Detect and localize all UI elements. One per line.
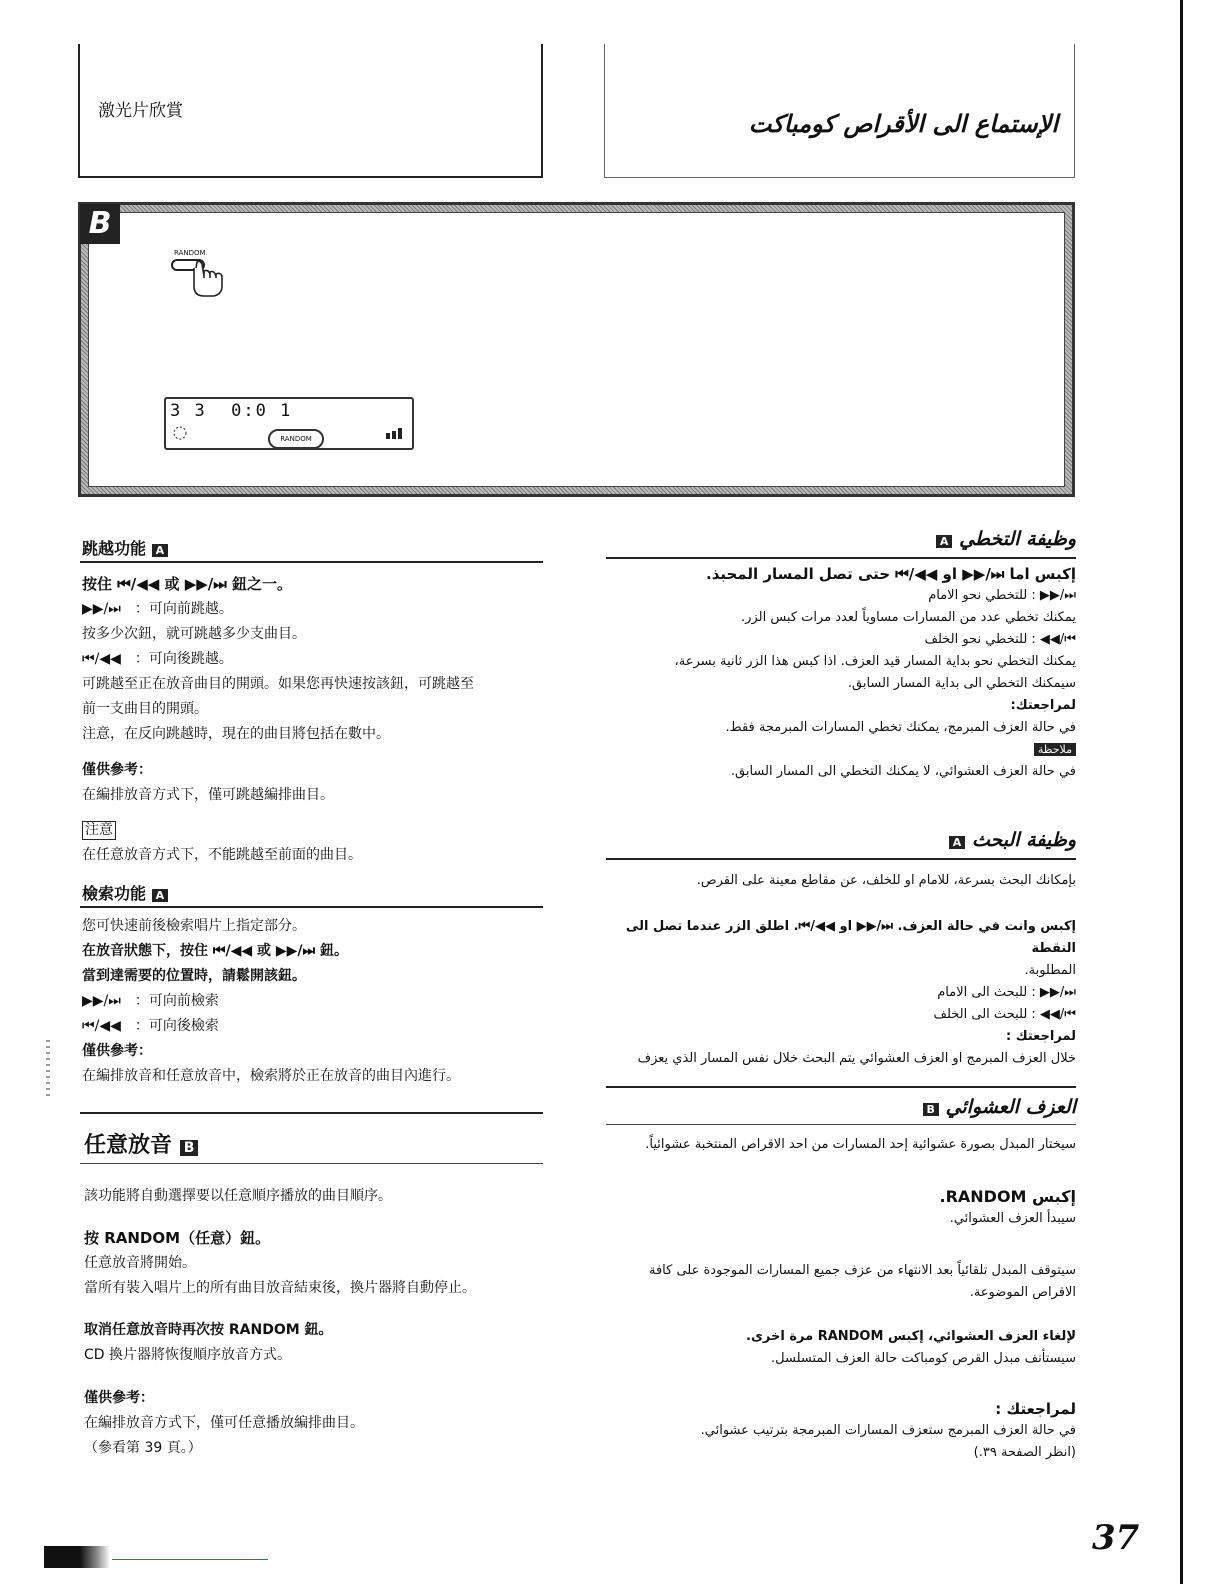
ar-search-body	[606, 916, 1076, 1070]
zh-random-rule	[80, 1163, 543, 1164]
zh-ref1-text: 在編排放音方式下，僅可跳越編排曲目。	[82, 787, 334, 803]
ar-search-desc: بإمكانك البحث بسرعة، للامام او للخلف، عن مقاطع معينة على القرص.	[696, 873, 1076, 888]
disc-indicator-icon	[172, 421, 188, 445]
zh-ref3-title: 僅供參考：	[84, 1390, 154, 1406]
zh-random-badge: B	[180, 1140, 199, 1156]
zh-ref1-title: 僅供參考：	[82, 762, 152, 778]
zh-ref1	[82, 758, 544, 808]
zh-skip-back: ⏮/◀◀ ：可向後跳越。	[82, 651, 233, 667]
ar-skip-body	[606, 563, 1076, 783]
ar-random-title	[606, 1096, 1076, 1118]
zh-random-title-text: 任意放音	[84, 1133, 173, 1158]
ar-search-badge: A	[949, 836, 966, 849]
ar-search-title-text: وظيفة البحث	[971, 829, 1076, 851]
ar-search-fwd: ⏭/▶▶ : للبحث الى الامام	[937, 985, 1076, 1000]
zh-skip-note: 注意，在反向跳越時，現在的曲目將包括在數中。	[82, 726, 390, 742]
scan-smudge	[44, 1546, 110, 1568]
ar-search-rule	[606, 858, 1076, 860]
ar-random-desc: سيختار المبدل بصورة عشوائية إحد المسارات من احد الاقراص المنتخبة عشوائياً.	[645, 1137, 1076, 1152]
ar-ref1-title: لمراجعتك:	[1010, 698, 1076, 713]
zh-search-body	[82, 914, 544, 1089]
zh-random-instr: 按 RANDOM（任意）鈕。	[84, 1229, 271, 1247]
zh-cancel-instr: 取消任意放音時再次按 RANDOM 鈕。	[84, 1322, 333, 1338]
ar-skip-instruction: إكبس اما ⏭/▶▶ او ◀◀/⏮ حتى تصل المسار المحبذ.	[706, 565, 1076, 583]
ar-caution-text: في حالة العزف العشوائي، لا يمكنك التخطي الى المسار السابق.	[730, 764, 1076, 779]
ar-random-end2: الاقراص الموضوعة.	[969, 1285, 1076, 1300]
lcd-digits: 3 3 0:0 1	[170, 401, 293, 421]
zh-skip-fwd: ▶▶/⏭ ：可向前跳越。	[82, 601, 233, 617]
ar-random-instr: إكبس RANDOM.	[939, 1187, 1076, 1206]
zh-skip-desc1: 可跳越至正在放音曲目的開頭。如果您再快速按該鈕，可跳越至	[82, 676, 474, 692]
scan-artifact	[46, 1040, 50, 1100]
ar-ref3	[606, 1398, 1076, 1464]
chinese-header-box	[78, 44, 543, 178]
ar-skip-title-text: وظيفة التخطي	[959, 528, 1076, 550]
ar-search-back: ⏮/◀◀ : للبحث الى الخلف	[933, 1007, 1076, 1022]
ar-random-badge: B	[923, 1103, 939, 1116]
ar-random-title-text: العزف العشوائي	[945, 1096, 1076, 1118]
ar-search-instr1: إكبس وانت في حالة العزف. ⏭/▶▶ او ◀◀/⏮. اطلق الزر عندما تصل الى النقطة	[625, 919, 1076, 956]
ar-search-instr2: المطلوبة.	[1024, 963, 1076, 978]
zh-random-end: 當所有裝入唱片上的所有曲目放音結束後，換片器將自動停止。	[84, 1280, 476, 1296]
zh-skip-desc2: 前一支曲目的開頭。	[82, 701, 208, 717]
zh-cancel	[84, 1318, 546, 1368]
zh-random-title	[84, 1128, 198, 1159]
ar-ref3-title: لمراجعتك :	[995, 1400, 1076, 1418]
zh-search-rule	[80, 906, 543, 908]
ar-random-end	[606, 1260, 1076, 1304]
ar-random-start: سيبدأ العزف العشوائي.	[949, 1211, 1076, 1226]
ar-skip-fwd-desc: يمكنك تخطي عدد من المسارات مساوياً لعدد مرات كبس الزر.	[741, 610, 1076, 625]
volume-bar-icon	[384, 423, 410, 445]
zh-search-back: ⏮/◀◀ ：可向後檢索	[82, 1018, 219, 1034]
zh-ref2-title: 僅供參考：	[82, 1043, 152, 1059]
ar-skip-back-desc2: سيمكنك التخطي الى بداية المسار السابق.	[847, 676, 1076, 691]
zh-ref3-page: （參看第 39 頁。）	[84, 1440, 202, 1456]
finger-press-icon	[170, 256, 226, 300]
zh-skip-count: 按多少次鈕，就可跳越多少支曲目。	[82, 626, 306, 642]
ar-ref3-page: (انظر الصفحة ٣٩.)	[973, 1445, 1076, 1460]
zh-search-instr2: 當到達需要的位置時，請鬆開該鈕。	[82, 968, 306, 984]
zh-ref3	[84, 1386, 546, 1461]
page-number: 37	[1092, 1518, 1140, 1558]
illustration-panel	[78, 202, 1075, 497]
ar-skip-back: ⏮/◀◀ : للتخطي نحو الخلف	[924, 632, 1076, 647]
ar-cancel-instr: لإلغاء العزف العشوائي، إكبس RANDOM مرة اخرى.	[746, 1329, 1076, 1344]
ar-cancel-result: سيستأنف مبدل القرص كومباكت حالة العزف المتسلسل.	[771, 1351, 1076, 1366]
ar-random-end1: سيتوقف المبدل تلقائياً بعد الانتهاء من عزف جميع المسارات الموجودة على كافة	[649, 1263, 1076, 1278]
ar-ref1-text: في حالة العزف المبرمج، يمكنك تخطي المسارات المبرمجة فقط.	[725, 720, 1076, 735]
ar-cancel	[606, 1326, 1076, 1370]
zh-search-instr1: 在放音狀態下，按住 ⏮/◀◀ 或 ▶▶/⏭ 鈕。	[82, 943, 348, 959]
ar-search-title	[606, 829, 1076, 851]
zh-random-body	[84, 1226, 546, 1301]
zh-search-badge: A	[152, 889, 169, 902]
ar-ref2-title: لمراجعتك :	[1006, 1029, 1076, 1044]
page-edge-line	[1180, 0, 1183, 1584]
random-button-label: RANDOM	[174, 249, 206, 257]
section-b-badge: B	[80, 204, 120, 244]
ar-ref3-text: في حالة العزف المبرمج ستعزف المسارات المبرمجة بترتيب عشوائي.	[700, 1423, 1076, 1438]
chinese-header-title: 激光片欣賞	[98, 101, 183, 121]
zh-search-title-text: 檢索功能	[82, 884, 147, 903]
zh-search-fwd: ▶▶/⏭ ：可向前檢索	[82, 993, 219, 1009]
zh-skip-instruction: 按住 ⏮/◀◀ 或 ▶▶/⏭ 鈕之一。	[82, 575, 292, 593]
ar-skip-title	[606, 528, 1076, 550]
ar-skip-rule	[606, 557, 1076, 559]
ar-skip-badge: A	[936, 535, 953, 548]
zh-search-desc: 您可快速前後檢索唱片上指定部分。	[82, 918, 306, 934]
ar-random-body	[606, 1186, 1076, 1230]
zh-search-title	[82, 881, 168, 904]
ar-random-rule-top	[606, 1086, 1076, 1088]
zh-caution	[82, 818, 544, 868]
zh-caution-label: 注意	[82, 821, 116, 840]
ar-random-rule	[606, 1124, 1076, 1125]
zh-random-rule-top	[80, 1112, 543, 1114]
zh-skip-badge: A	[152, 544, 169, 557]
zh-skip-rule	[80, 561, 543, 563]
arabic-header-box	[604, 44, 1075, 178]
zh-caution-text: 在任意放音方式下，不能跳越至前面的曲目。	[82, 847, 362, 863]
lcd-display	[164, 397, 414, 450]
ar-skip-fwd: ⏭/▶▶ : للتخطي نحو الامام	[928, 588, 1076, 603]
lcd-random-indicator: RANDOM	[268, 429, 324, 449]
zh-skip-body	[82, 572, 544, 747]
zh-random-start: 任意放音將開始。	[84, 1255, 196, 1271]
zh-ref3-text: 在編排放音方式下，僅可任意播放編排曲目。	[84, 1415, 364, 1431]
ar-skip-back-desc1: يمكنك التخطي نحو بداية المسار قيد العزف. اذا كبس هذا الزر ثانية بسرعة،	[674, 654, 1076, 669]
zh-cancel-result: CD 換片器將恢復順序放音方式。	[84, 1347, 292, 1363]
scan-line	[112, 1559, 268, 1560]
arabic-header-title: الإستماع الى الأقراص كومباكت	[748, 110, 1058, 138]
ar-ref2-text: خلال العزف المبرمج او العزف العشوائي يتم البحث خلال نفس المسار الذي يعزف	[637, 1051, 1076, 1066]
zh-random-desc: 該功能將自動選擇要以任意順序播放的曲目順序。	[84, 1188, 392, 1204]
zh-ref2-text: 在編排放音和任意放音中，檢索將於正在放音的曲目內進行。	[82, 1068, 460, 1084]
zh-skip-title	[82, 536, 168, 559]
zh-skip-title-text: 跳越功能	[82, 539, 147, 558]
ar-caution-label: ملاحظة	[1034, 743, 1076, 756]
